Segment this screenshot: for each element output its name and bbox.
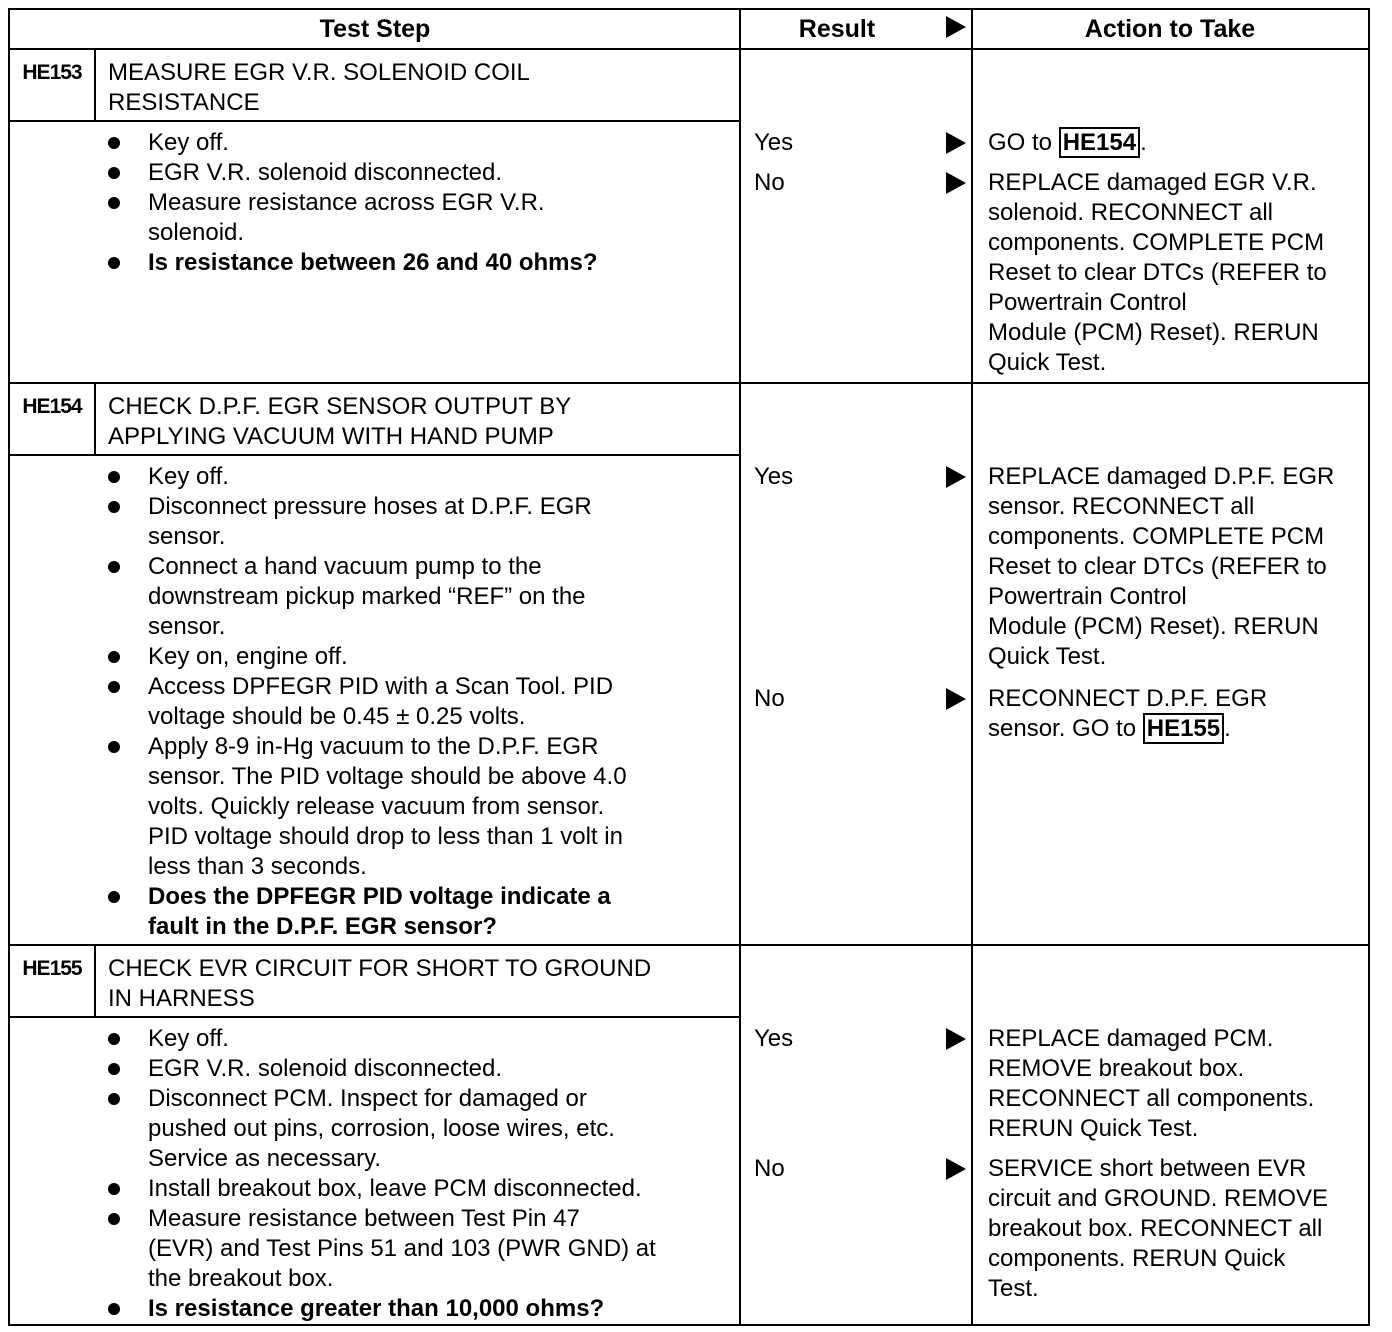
step-item: volts. Quickly release vacuum from sensor. — [148, 793, 605, 820]
bullet-icon — [108, 137, 120, 149]
step-item: Install breakout box, leave PCM disconnected. — [148, 1175, 642, 1202]
id-divider — [94, 384, 96, 454]
action-line: circuit and GROUND. REMOVE — [988, 1185, 1329, 1212]
row-divider-1 — [10, 382, 1368, 384]
action-line: components. COMPLETE PCM — [988, 523, 1325, 550]
action-line: Quick Test. — [988, 349, 1107, 376]
step-reference[interactable]: HE155 — [1143, 713, 1224, 744]
step-item: Disconnect pressure hoses at D.P.F. EGR — [148, 493, 592, 520]
action-line: breakout box. RECONNECT all — [988, 1215, 1323, 1242]
bullet-icon — [108, 257, 120, 269]
result-arrow-icon — [946, 688, 966, 710]
result-arrow-icon — [946, 466, 966, 488]
step-item: (EVR) and Test Pins 51 and 103 (PWR GND) at — [148, 1235, 656, 1262]
bullet-icon — [108, 741, 120, 753]
column-divider-result — [739, 10, 741, 1324]
step-item: Key on, engine off. — [148, 643, 348, 670]
action-line: sensor. RECONNECT all — [988, 493, 1255, 520]
result-arrow-icon — [946, 1158, 966, 1180]
action-line: RECONNECT all components. — [988, 1085, 1315, 1112]
header-divider — [10, 48, 1368, 50]
step-title-line: CHECK EVR CIRCUIT FOR SHORT TO GROUND — [108, 955, 652, 982]
step-item: Connect a hand vacuum pump to the — [148, 553, 542, 580]
step-item: less than 3 seconds. — [148, 853, 367, 880]
step-item: Apply 8-9 in-Hg vacuum to the D.P.F. EGR — [148, 733, 599, 760]
action-line: Quick Test. — [988, 643, 1107, 670]
step-item: EGR V.R. solenoid disconnected. — [148, 1055, 502, 1082]
header-action: Action to Take — [1084, 15, 1256, 43]
step-item: PID voltage should drop to less than 1 volt in — [148, 823, 623, 850]
title-underline — [10, 1016, 740, 1018]
action-line: Test. — [988, 1275, 1039, 1302]
result-yes: Yes — [754, 129, 794, 156]
result-no: No — [754, 1155, 785, 1182]
step-item: Key off. — [148, 1025, 229, 1052]
step-question: Is resistance greater than 10,000 ohms? — [148, 1295, 605, 1322]
id-divider — [94, 946, 96, 1016]
step-item: Measure resistance across EGR V.R. — [148, 189, 545, 216]
step-item: sensor. The PID voltage should be above 4.0 — [148, 763, 627, 790]
bullet-icon — [108, 681, 120, 693]
bullet-icon — [108, 891, 120, 903]
action-line: components. RERUN Quick — [988, 1245, 1286, 1272]
action-line: RERUN Quick Test. — [988, 1115, 1199, 1142]
step-title-line: APPLYING VACUUM WITH HAND PUMP — [108, 423, 554, 450]
result-arrow-icon — [946, 172, 966, 194]
step-item: Disconnect PCM. Inspect for damaged or — [148, 1085, 587, 1112]
step-item: Service as necessary. — [148, 1145, 381, 1172]
bullet-icon — [108, 1033, 120, 1045]
header-test-step: Test Step — [319, 15, 431, 43]
bullet-icon — [108, 1093, 120, 1105]
action-line: Module (PCM) Reset). RERUN — [988, 613, 1319, 640]
title-underline — [10, 120, 740, 122]
result-arrow-icon — [946, 132, 966, 154]
bullet-icon — [108, 1303, 120, 1315]
step-question: Does the DPFEGR PID voltage indicate a — [148, 883, 611, 910]
bullet-icon — [108, 167, 120, 179]
action-text: sensor. GO to HE155 . — [988, 715, 1231, 742]
bullet-icon — [108, 561, 120, 573]
bullet-icon — [108, 1213, 120, 1225]
result-yes: Yes — [754, 463, 794, 490]
step-id: HE154 — [22, 395, 82, 418]
step-title-line: RESISTANCE — [108, 89, 260, 116]
step-item: the breakout box. — [148, 1265, 334, 1292]
action-line: Powertrain Control — [988, 583, 1187, 610]
action-line: REPLACE damaged EGR V.R. — [988, 169, 1317, 196]
action-line: REPLACE damaged PCM. — [988, 1025, 1274, 1052]
step-item: sensor. — [148, 523, 226, 550]
action-line: RECONNECT D.P.F. EGR — [988, 685, 1268, 712]
title-underline — [10, 454, 740, 456]
action-line: components. COMPLETE PCM — [988, 229, 1325, 256]
bullet-icon — [108, 1063, 120, 1075]
step-item: Key off. — [148, 129, 229, 156]
step-item: Key off. — [148, 463, 229, 490]
bullet-icon — [108, 501, 120, 513]
step-id: HE153 — [22, 61, 82, 84]
bullet-icon — [108, 197, 120, 209]
action-line: Module (PCM) Reset). RERUN — [988, 319, 1319, 346]
bullet-icon — [108, 471, 120, 483]
bullet-icon — [108, 651, 120, 663]
action-line: SERVICE short between EVR — [988, 1155, 1307, 1182]
diagnostic-table — [8, 8, 1370, 1326]
header-result: Result — [798, 15, 876, 43]
action-line: Reset to clear DTCs (REFER to — [988, 259, 1327, 286]
step-id: HE155 — [22, 957, 82, 980]
step-question: fault in the D.P.F. EGR sensor? — [148, 913, 497, 940]
column-divider-action — [971, 10, 973, 1324]
action-line: REMOVE breakout box. — [988, 1055, 1245, 1082]
action-line: Reset to clear DTCs (REFER to — [988, 553, 1327, 580]
action-line: solenoid. RECONNECT all — [988, 199, 1273, 226]
step-item: Measure resistance between Test Pin 47 — [148, 1205, 580, 1232]
step-item: EGR V.R. solenoid disconnected. — [148, 159, 502, 186]
step-question: Is resistance between 26 and 40 ohms? — [148, 249, 598, 276]
result-no: No — [754, 169, 785, 196]
result-no: No — [754, 685, 785, 712]
step-title-line: MEASURE EGR V.R. SOLENOID COIL — [108, 59, 530, 86]
step-title-line: CHECK D.P.F. EGR SENSOR OUTPUT BY — [108, 393, 572, 420]
step-reference[interactable]: HE154 — [1059, 127, 1140, 158]
step-item: sensor. — [148, 613, 226, 640]
header-arrow-icon — [946, 16, 966, 38]
bullet-icon — [108, 1183, 120, 1195]
step-item: pushed out pins, corrosion, loose wires, etc. — [148, 1115, 615, 1142]
step-item: Access DPFEGR PID with a Scan Tool. PID — [148, 673, 614, 700]
result-yes: Yes — [754, 1025, 794, 1052]
action-line: REPLACE damaged D.P.F. EGR — [988, 463, 1335, 490]
id-divider — [94, 50, 96, 120]
result-arrow-icon — [946, 1028, 966, 1050]
step-title-line: IN HARNESS — [108, 985, 255, 1012]
row-divider-2 — [10, 944, 1368, 946]
step-item: voltage should be 0.45 ± 0.25 volts. — [148, 703, 526, 730]
action-text: GO to HE154 . — [988, 129, 1147, 156]
step-item: downstream pickup marked “REF” on the — [148, 583, 586, 610]
step-item: solenoid. — [148, 219, 245, 246]
action-line: Powertrain Control — [988, 289, 1187, 316]
